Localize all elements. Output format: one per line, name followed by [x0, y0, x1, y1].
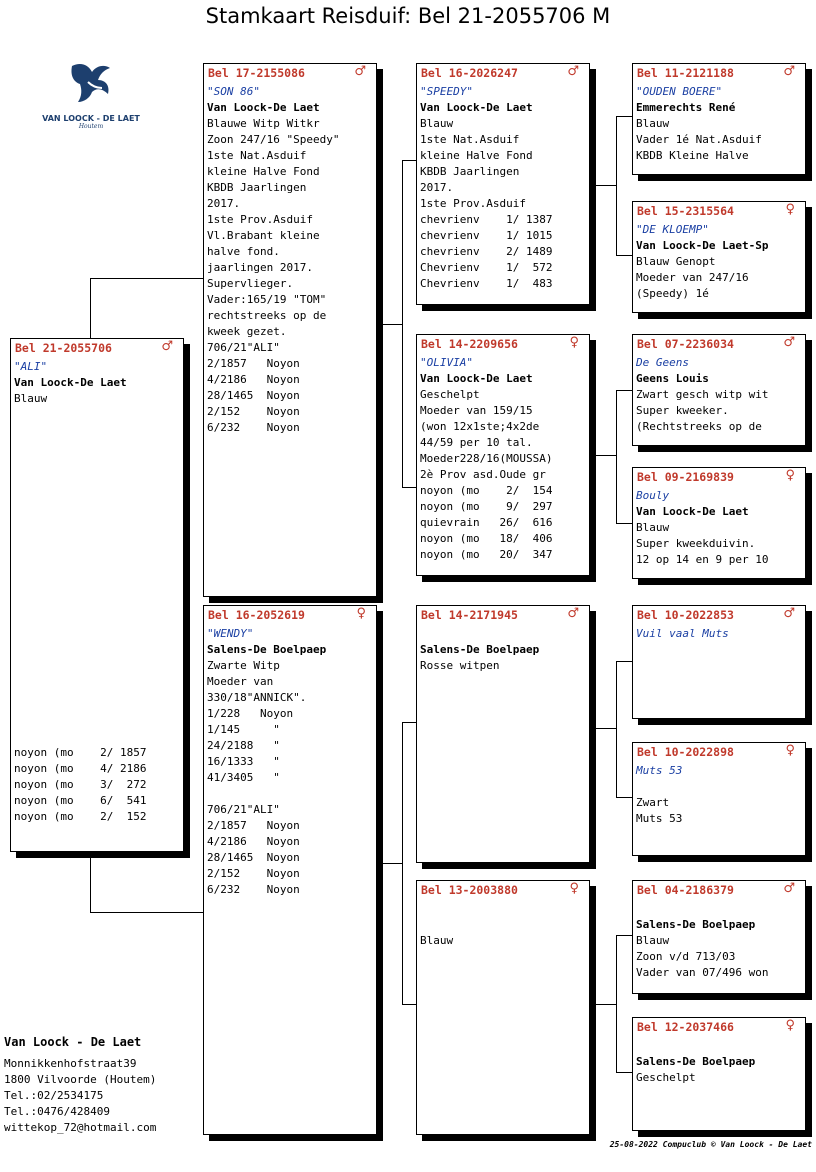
result-line: noyon (mo 2/ 152: [14, 810, 147, 823]
pedigree-card-mm[interactable]: [416, 880, 590, 1135]
connector: [596, 185, 616, 186]
owner: Van Loock-De Laet: [14, 376, 127, 389]
connector: [616, 1072, 632, 1073]
connector: [90, 278, 204, 279]
female-icon: ♀: [569, 881, 579, 896]
female-icon: ♀: [356, 606, 366, 621]
result-line: noyon (mo 4/ 2186: [14, 762, 147, 775]
connector: [616, 390, 632, 391]
address-city: 1800 Vilvoorde (Houtem): [4, 1073, 157, 1086]
logo-name: VAN LOOCK - DE LAET: [42, 114, 140, 123]
print-footer: 25-08-2022 Compuclub © Van Loock - De Laet: [609, 1140, 812, 1149]
pedigree-card-mmf[interactable]: [632, 880, 806, 994]
ring-number: Bel 14-2209656: [421, 337, 518, 351]
male-icon: ♂: [567, 606, 579, 621]
connector: [402, 160, 416, 161]
ring-number: Bel 10-2022853: [637, 608, 734, 622]
ring-number: Bel 09-2169839: [637, 470, 734, 484]
owner: Salens-De Boelpaep: [207, 643, 327, 656]
ring-number: Bel 13-2003880: [421, 883, 518, 897]
pedigree-card-father[interactable]: [203, 63, 377, 597]
nickname: "OLIVIA": [420, 356, 473, 369]
ring-number: Bel 11-2121188: [637, 66, 734, 80]
male-icon: ♂: [783, 335, 795, 350]
address-street: Monnikkenhofstraat39: [4, 1057, 137, 1070]
male-icon: ♂: [783, 606, 795, 621]
card-body: [14, 359, 181, 407]
results-list: [14, 745, 181, 825]
owner: Van Loock-De Laet-Sp: [636, 239, 769, 252]
connector: [382, 863, 402, 864]
phone-1: Tel.:02/2534175: [4, 1089, 104, 1102]
connector: [402, 722, 416, 723]
result-line: noyon (mo 6/ 541: [14, 794, 147, 807]
owner: Geens Louis: [636, 372, 709, 385]
owner: Van Loock-De Laet: [420, 101, 533, 114]
owner: Van Loock-De Laet: [420, 372, 533, 385]
connector: [616, 116, 617, 255]
phone-2: Tel.:0476/428409: [4, 1105, 110, 1118]
connector: [616, 390, 617, 523]
ring-number: Bel 17-2155086: [208, 66, 305, 80]
nickname: Bouly: [636, 489, 670, 502]
connector: [616, 935, 632, 936]
nickname: "SPEEDY": [420, 85, 473, 98]
female-icon: ♀: [569, 335, 579, 350]
card-body: Blauw: [420, 934, 454, 947]
nickname: Vuil vaal Muts: [636, 627, 729, 640]
male-icon: ♂: [783, 64, 795, 79]
connector: [90, 278, 91, 340]
page-title: Stamkaart Reisduif: Bel 21-2055706 M: [205, 4, 611, 28]
pedigree-card-mff[interactable]: [632, 605, 806, 719]
female-icon: ♀: [785, 202, 795, 217]
card-body: "DE KLOEMP" Van Loock-De Laet-Sp Blauw Genopt Moeder van 247/16 (Speedy) 1é: [636, 222, 803, 302]
card-body: "WENDY" Salens-De Boelpaep Zwarte Witp Moeder van 330/18"ANNICK". 1/228 Noyon 1/145 " 24/2188 " 16/1333 " 41/3405 " 706/21"ALI" 2/1857 Noyon 4/2186 Noyon 28/1465 Noyon 2/152 Noyon 6/232 Noyon: [207, 626, 374, 898]
pedigree-card-mfm[interactable]: [632, 742, 806, 856]
nickname: "OUDEN BOERE": [636, 85, 723, 98]
card-body: "OLIVIA" Van Loock-De Laet Geschelpt Moeder van 159/15 (won 12x1ste;4x2de 44/59 per 10 tal. Moeder228/16(MOUSSA) 2è Prov asd.Oude gr noyon (mo 2/ 154 noyon (mo 9/ 297 quievrain 26/ 616 noyon (mo 18/ 406 noyon (mo 20/ 347: [420, 355, 587, 563]
nickname: "WENDY": [207, 627, 254, 640]
ring-number: Bel 15-2315564: [637, 204, 734, 218]
connector: [596, 455, 616, 456]
card-body: Salens-De Boelpaep Blauw Zoon v/d 713/03 Vader van 07/496 won: [636, 901, 803, 981]
ring-number: Bel 16-2026247: [421, 66, 518, 80]
female-icon: ♀: [785, 743, 795, 758]
male-icon: ♂: [354, 64, 366, 79]
breeder-logo: [36, 58, 146, 130]
card-body: "SON 86" Van Loock-De Laet Blauwe Witp Witkr Zoon 247/16 "Speedy" 1ste Nat.Asduif kleine Halve Fond KBDB Jaarlingen 2017. 1ste Prov.Asduif Vl.Brabant kleine halve fond. jaarlingen 2017. Supervlieger. Vader:165/19 "TOM" rechtstreeks op de kweek gezet. 706/21"ALI" 2/1857 Noyon 4/2186 Noyon 28/1465 Noyon 2/152 Noyon 6/232 Noyon: [207, 84, 374, 436]
connector: [616, 661, 617, 797]
card-body: [636, 626, 803, 642]
card-body: Salens-De Boelpaep Rosse witpen: [420, 626, 587, 674]
nickname: Muts 53: [636, 764, 683, 777]
card-body: Muts 53 Zwart Muts 53: [636, 763, 803, 827]
connector: [616, 935, 617, 1072]
connector: [402, 160, 403, 487]
nickname: "SON 86": [207, 85, 260, 98]
ring-number: Bel 14-2171945: [421, 608, 518, 622]
connector: [402, 487, 416, 488]
ring-number: Bel 10-2022898: [637, 745, 734, 759]
pedigree-card-ff[interactable]: [416, 63, 590, 305]
ring-number: Bel 07-2236034: [637, 337, 734, 351]
pedigree-card-ffm[interactable]: [632, 201, 806, 313]
female-icon: ♀: [785, 1018, 795, 1033]
pedigree-card-fmf[interactable]: [632, 334, 806, 446]
card-body: "SPEEDY" Van Loock-De Laet Blauw 1ste Nat.Asduif kleine Halve Fond KBDB Jaarlingen 2017. 1ste Prov.Asduif chevrienv 1/ 1387 chevrienv 1/ 1015 chevrienv 2/ 1489 Chevrienv 1/ 572 Chevrienv 1/ 483: [420, 84, 587, 292]
male-icon: ♂: [161, 339, 173, 354]
logo-subtitle: Houtem: [78, 123, 104, 130]
pedigree-card-mmm[interactable]: [632, 1017, 806, 1131]
pedigree-card-fmm[interactable]: [632, 467, 806, 579]
ring-number: Bel 12-2037466: [637, 1020, 734, 1034]
owner: Van Loock-De Laet: [207, 101, 320, 114]
ring-number: Bel 16-2052619: [208, 608, 305, 622]
pedigree-card-subject[interactable]: [10, 338, 184, 852]
male-icon: ♂: [567, 64, 579, 79]
connector: [616, 797, 632, 798]
owner: Salens-De Boelpaep: [636, 918, 756, 931]
pedigree-card-mf[interactable]: [416, 605, 590, 863]
female-icon: ♀: [785, 468, 795, 483]
ring-number: Bel 21-2055706: [15, 341, 112, 355]
connector: [402, 1004, 416, 1005]
connector: [596, 728, 616, 729]
pedigree-card-mother[interactable]: [203, 605, 377, 1135]
owner: Salens-De Boelpaep: [420, 643, 540, 656]
breeder-address: [4, 1034, 156, 1136]
nickname: "DE KLOEMP": [636, 223, 709, 236]
connector: [616, 661, 632, 662]
pigeon-logo-icon: [66, 58, 116, 108]
ring-number: Bel 04-2186379: [637, 883, 734, 897]
connector: [616, 523, 632, 524]
result-line: noyon (mo 2/ 1857: [14, 746, 147, 759]
connector: [616, 255, 632, 256]
connector: [616, 116, 632, 117]
connector: [402, 722, 403, 1004]
pedigree-card-fff[interactable]: [632, 63, 806, 175]
male-icon: ♂: [783, 881, 795, 896]
connector: [596, 1004, 616, 1005]
card-line: Blauw: [14, 392, 48, 405]
connector: [382, 324, 402, 325]
owner: Emmerechts René: [636, 101, 736, 114]
owner: Salens-De Boelpaep: [636, 1055, 756, 1068]
connector: [90, 852, 91, 913]
result-line: noyon (mo 3/ 272: [14, 778, 147, 791]
card-body: "OUDEN BOERE" Emmerechts René Blauw Vader 1é Nat.Asduif KBDB Kleine Halve: [636, 84, 803, 164]
card-body: Salens-De Boelpaep Geschelpt: [636, 1038, 803, 1086]
connector: [90, 912, 204, 913]
owner: Van Loock-De Laet: [636, 505, 749, 518]
card-body: Bouly Van Loock-De Laet Blauw Super kweekduivin. 12 op 14 en 9 per 10: [636, 488, 803, 568]
card-body: De Geens Geens Louis Zwart gesch witp wit Super kweeker. (Rechtstreeks op de: [636, 355, 803, 435]
breeder-name: Van Loock - De Laet: [4, 1035, 142, 1049]
nickname: De Geens: [636, 356, 689, 369]
pedigree-card-fm[interactable]: [416, 334, 590, 576]
email: wittekop_72@hotmail.com: [4, 1121, 157, 1134]
nickname: "ALI": [14, 360, 48, 373]
